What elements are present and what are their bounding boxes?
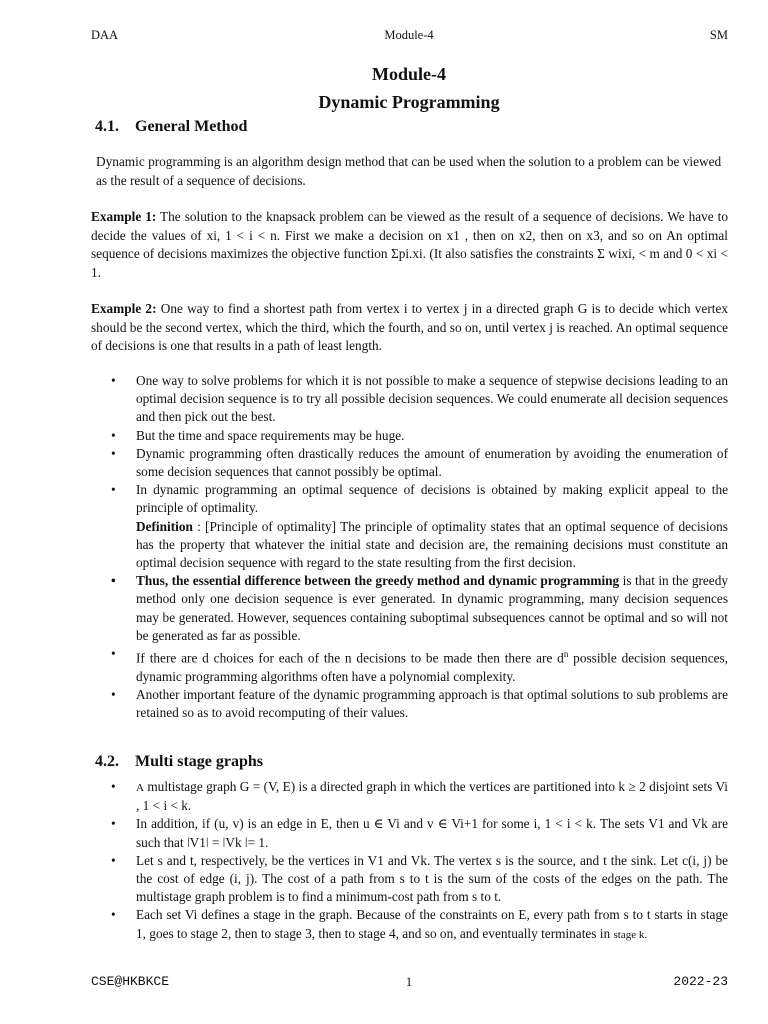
list-item: • In dynamic programming an optimal sequence of decisions is obtained by making explicit appeal to the principle of optimality. Definition : [Principle of optimality] The principle of optimality states that an optimal sequence of decisions has the property that whatever the initial state and decision are, the remaining decisions must constitute an optimal decision sequence with regard to the state resulting from the first decision. [91, 481, 728, 572]
example-2-text: One way to find a shortest path from vertex i to vertex j in a directed graph G is to decide which vertex should be the second vertex, which the third, which the fourth, and so on, until vertex j is reached. An optimal sequence of decisions is one that results in a path of least length. [91, 301, 728, 353]
list-item: • Thus, the essential difference between the greedy method and dynamic programming is that in the greedy method only one decision sequence is ever generated. In dynamic programming, many decision sequences may be generated. However, sequences containing suboptimal subsequences cannot be optimal and so will not be generated as far as possible. [111, 573, 728, 643]
footer-left: CSE@HKBKCE [91, 974, 170, 989]
header-center: Module-4 [384, 28, 434, 42]
list-item: • If there are d choices for each of the n decisions to be made then there are $d^n$ possible decision sequences, dynamic programming algorithms often have a polynomial complexity. [111, 646, 728, 684]
example-1-text: The solution to the knapsack problem can be viewed as the result of a sequence of decisions. We have to decide the values of xi, 1 < i < n. First we make a decision on x1 , then on x2, then on x3, and so on An optimal sequence of decisions maximizes the objective function Σpi.xi. (It also satisfies the constraints Σ wixi, < m and 0 < xi < 1. [91, 209, 728, 280]
example-1-label: Example 1: [91, 209, 157, 224]
list-item: • Each set Vi defines a stage in the graph. Because of the constraints on E, every path from s to t starts in stage 1, goes to stage 2, then to stage 3, then to stage 4, and so on, and eventually terminates in stage k. [111, 907, 728, 941]
list-item: • Let s and t, respectively, be the vertices in V1 and Vk. The vertex s is the source, and t the sink. Let c(i, j) be the cost of edge (i, j). The cost of a path from s to t is the sum of the costs of the edges on the path. The multistage graph problem is to find a minimum-cost path from s to t. [111, 852, 728, 905]
footer-right: 2022-23 [673, 974, 728, 989]
definition-block: Definition : [Principle of optimality] The principle of optimality states that an optimal sequence of decisions has the property that whatever the initial state and decision are, the remaining decisions must constitute an optimal decision sequence with regard to the state resulting from the first decision. [136, 518, 728, 571]
multistage-bullet-list [91, 778, 728, 944]
example-2-paragraph [91, 300, 728, 356]
page-number: 1 [405, 974, 413, 989]
section-heading-multistage-graphs [95, 753, 263, 771]
example-1-paragraph [91, 208, 728, 282]
header-right: SM [709, 28, 728, 42]
intro-paragraph: Dynamic programming is an algorithm design method that can be used when the solution to a problem can be viewed as the result of a sequence of decisions. [96, 154, 722, 188]
bullet-icon: • [111, 573, 116, 589]
bullet-icon: • [111, 373, 116, 388]
bullet-icon: • [111, 427, 116, 443]
bullet-icon: • [111, 482, 116, 498]
bullet-icon: • [111, 852, 116, 868]
example-2-label: Example 2: [91, 301, 157, 316]
section-number: 4.1. [95, 118, 119, 135]
bullet-icon: • [111, 779, 116, 794]
list-item: • One way to solve problems for which it is not possible to make a sequence of stepwise decisions leading to an optimal decision sequence is to try all possible decision sequences. We could enumerate all decision sequences and then pick out the best. [111, 373, 728, 425]
list-item: • In addition, if (u, v) is an edge in E, then u ∈ Vi and v ∈ Vi+1 for some i, 1 < i < k. The sets V1 and Vk are such that ǀV1ǀ = ǀVk ǀ= 1. [111, 816, 728, 850]
list-item: • But the time and space requirements may be huge. [91, 427, 728, 445]
bullet-icon: • [111, 907, 116, 923]
section-title: Multi stage graphs [135, 753, 263, 770]
section-title: General Method [135, 118, 248, 135]
section-heading-general-method [95, 118, 247, 136]
list-item: • Another important feature of the dynamic programming approach is that optimal solutions to sub problems are retained so as to avoid recomputing of their values. [111, 686, 728, 721]
list-item: • Dynamic programming often drastically reduces the amount of enumeration by avoiding the enumeration of some decision sequences that cannot possibly be optimal. [111, 445, 728, 480]
general-method-bullet-list [91, 372, 728, 722]
section-number: 4.2. [95, 753, 119, 770]
module-title: Module-4 [372, 64, 446, 84]
header-left: DAA [91, 28, 119, 42]
bullet-icon: • [111, 686, 116, 702]
bullet-icon: • [111, 646, 116, 662]
module-subtitle: Dynamic Programming [318, 92, 500, 112]
definition-label: Definition [136, 518, 193, 534]
bullet-icon: • [111, 445, 116, 461]
bullet-icon: • [111, 816, 116, 832]
list-item: • A multistage graph G = (V, E) is a directed graph in which the vertices are partitioned into k ≥ 2 disjoint sets Vi , 1 < i < k. [111, 779, 728, 814]
